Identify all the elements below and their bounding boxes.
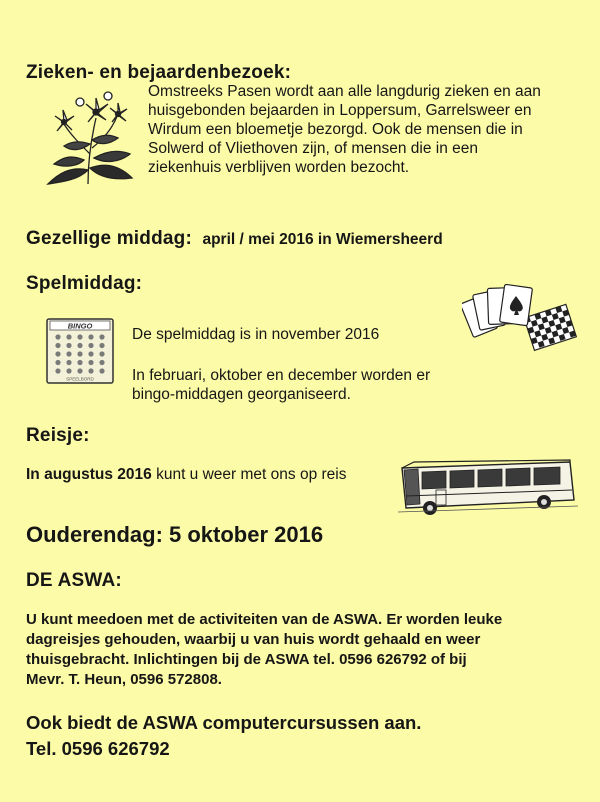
bingo-card-icon	[46, 318, 114, 384]
reisje-text	[26, 466, 346, 484]
playing-cards-icon	[462, 284, 577, 356]
text-line: bingo-middagen georganiseerd.	[132, 386, 351, 403]
bingo-card-footer: SPEELBORD	[66, 376, 94, 382]
reisje-rest: kunt u weer met ons op reis	[151, 466, 347, 483]
spelmiddag-bingo-text	[132, 366, 572, 404]
section-title-reisje: Reisje:	[26, 425, 90, 446]
reisje-date: In augustus 2016	[26, 466, 152, 483]
text-line: Mevr. T. Heun, 0596 572808.	[26, 671, 222, 688]
text-line: Solwerd of Vliethoven zijn, of mensen die in een	[148, 140, 479, 157]
text-line: U kunt meedoen met de activiteiten van de ASWA. Er worden leuke	[26, 611, 503, 628]
text-line: Wirdum een bloemetje bezorgd. Ook de mensen die in	[148, 121, 523, 138]
middag-row	[26, 228, 443, 250]
middag-detail: april / mei 2016 in Wiemersheerd	[202, 231, 443, 248]
section-title-ouderendag: Ouderendag: 5 oktober 2016	[26, 522, 324, 547]
section-title-spelmiddag: Spelmiddag:	[26, 273, 143, 294]
spelmiddag-line1: De spelmiddag is in november 2016	[132, 326, 380, 343]
text-line: ziekenhuis verblijven worden bezocht.	[148, 159, 410, 176]
section-title-ziekenbezoek: Zieken- en bejaardenbezoek:	[26, 62, 292, 83]
bus-icon	[394, 456, 580, 518]
text-line: In februari, oktober en december worden er	[132, 367, 431, 384]
text-line: dagreisjes gehouden, waarbij u van huis wordt gehaald en weer	[26, 631, 481, 648]
text-line: Omstreeks Pasen wordt aan alle langdurig zieken en aan	[148, 83, 541, 100]
bingo-card-label: BINGO	[67, 321, 93, 331]
section-title-middag: Gezellige middag:	[26, 228, 192, 249]
text-line: huisgebonden bejaarden in Loppersum, Garrelsweer en	[148, 102, 532, 119]
flower-icon	[40, 84, 140, 188]
aswa-closing	[26, 710, 421, 762]
aswa-closing-line: Ook biedt de ASWA computercursussen aan.	[26, 712, 422, 733]
aswa-phone: Tel. 0596 626792	[26, 738, 170, 759]
text-line: thuisgebracht. Inlichtingen bij de ASWA tel. 0596 626792 of bij	[26, 651, 467, 668]
aswa-text	[26, 610, 586, 690]
ziekenbezoek-text	[148, 82, 588, 177]
section-title-aswa: DE ASWA:	[26, 570, 122, 591]
